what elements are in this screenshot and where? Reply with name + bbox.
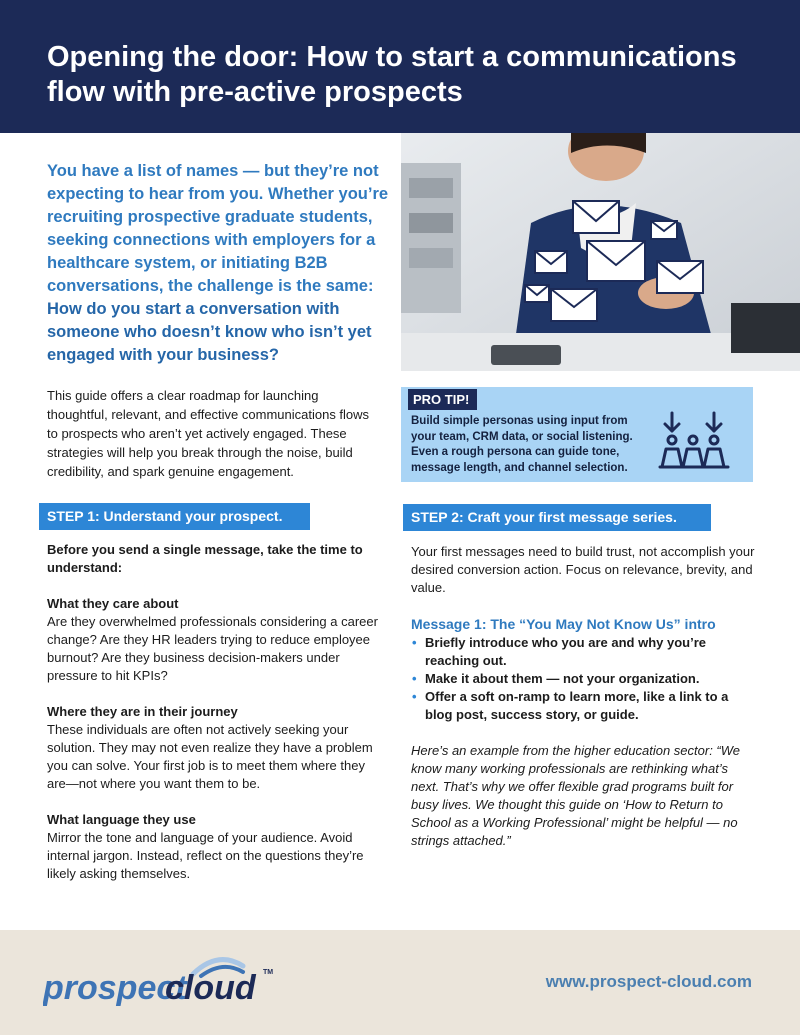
section-body: Mirror the tone and language of your audience. Avoid internal jargon. Instead, reflect on the questions they’re likely asking themselves. [47, 830, 364, 881]
section-heading: Where they are in their journey [47, 704, 238, 719]
list-item: • Briefly introduce who you are and why you’re reaching out. [412, 635, 706, 668]
logo-text-cloud: cloud [165, 969, 256, 1007]
section-heading: What they care about [47, 596, 179, 611]
section-body: These individuals are often not actively seeking your solution. They may not even realize they have a problem you can solve. Your first job is to meet them where they are—not where you want them to be. [47, 722, 373, 791]
persona-arrows-icon [656, 409, 736, 475]
logo-text-prospect: prospect [43, 969, 187, 1007]
footer [0, 930, 800, 1035]
page-title: Opening the door: How to start a communications flow with pre-active prospects [47, 41, 737, 108]
step-1-section [47, 703, 382, 793]
step-2-intro: Your first messages need to build trust, not accomplish your desired conversion action. Focus on relevance, brevity, and value. [411, 544, 755, 595]
intro-paragraph [47, 160, 392, 367]
step-2-header: STEP 2: Craft your first message series. [403, 504, 711, 531]
hero-photo [401, 133, 800, 371]
header-banner [0, 0, 800, 133]
lead-paragraph: This guide offers a clear roadmap for launching thoughtful, relevant, and effective communications flows to prospects who aren’t yet actively engaged. These strategies will help you break through the noise, build credibility, and spark genuine engagement. [47, 388, 370, 479]
step-1-section [47, 595, 382, 685]
message-bullets [411, 634, 756, 724]
pro-tip-label: PRO TIP! [408, 389, 477, 410]
example-quote: Here’s an example from the higher education sector: “We know many working professionals are rethinking what’s next. That’s why we offer flexible grad programs built for busy lives. We thought this guide on ‘How to Return to School as a Working Professional’ might be helpful — no strings attached.” [411, 743, 741, 848]
section-heading: What language they use [47, 812, 196, 827]
section-body: Are they overwhelmed professionals considering a career change? Are they HR leaders trying to reduce employee burnout? Are they business decision-makers under pressure to hit KPIs? [47, 614, 378, 683]
bullet-icon: • [412, 635, 417, 650]
bullet-icon: • [412, 689, 417, 704]
intro-emphasis: How do you start a conversation with someone who doesn’t know who isn’t yet engaged with your business? [47, 300, 372, 364]
step-1-column [47, 541, 382, 901]
step-1-header: STEP 1: Understand your prospect. [39, 503, 310, 530]
message-title: Message 1: The “You May Not Know Us” intro [411, 616, 716, 632]
website-link[interactable]: www.prospect-cloud.com [545, 972, 752, 991]
list-item: • Make it about them — not your organization. [412, 671, 700, 686]
pro-tip-text: Build simple personas using input from your team, CRM data, or social listening. Even a rough persona can guide tone, message length, and channel selection. [411, 415, 633, 474]
bullet-icon: • [412, 671, 417, 686]
step-1-intro: Before you send a single message, take the time to understand: [47, 542, 363, 575]
step-1-section [47, 811, 382, 883]
logo-trademark: TM [263, 969, 274, 976]
hero-photo-illustration [401, 133, 800, 371]
pro-tip-box [401, 387, 753, 482]
list-item: • Offer a soft on-ramp to learn more, like a link to a blog post, success story, or guide. [412, 689, 729, 722]
intro-text: You have a list of names — but they’re not expecting to hear from you. Whether you’re recruiting prospective graduate students, seeking connections with employers for a healthcare system, or initiating B2B conversations, the challenge is the same: [47, 162, 389, 295]
step-2-column [411, 543, 756, 868]
prospect-cloud-logo [43, 952, 283, 1012]
